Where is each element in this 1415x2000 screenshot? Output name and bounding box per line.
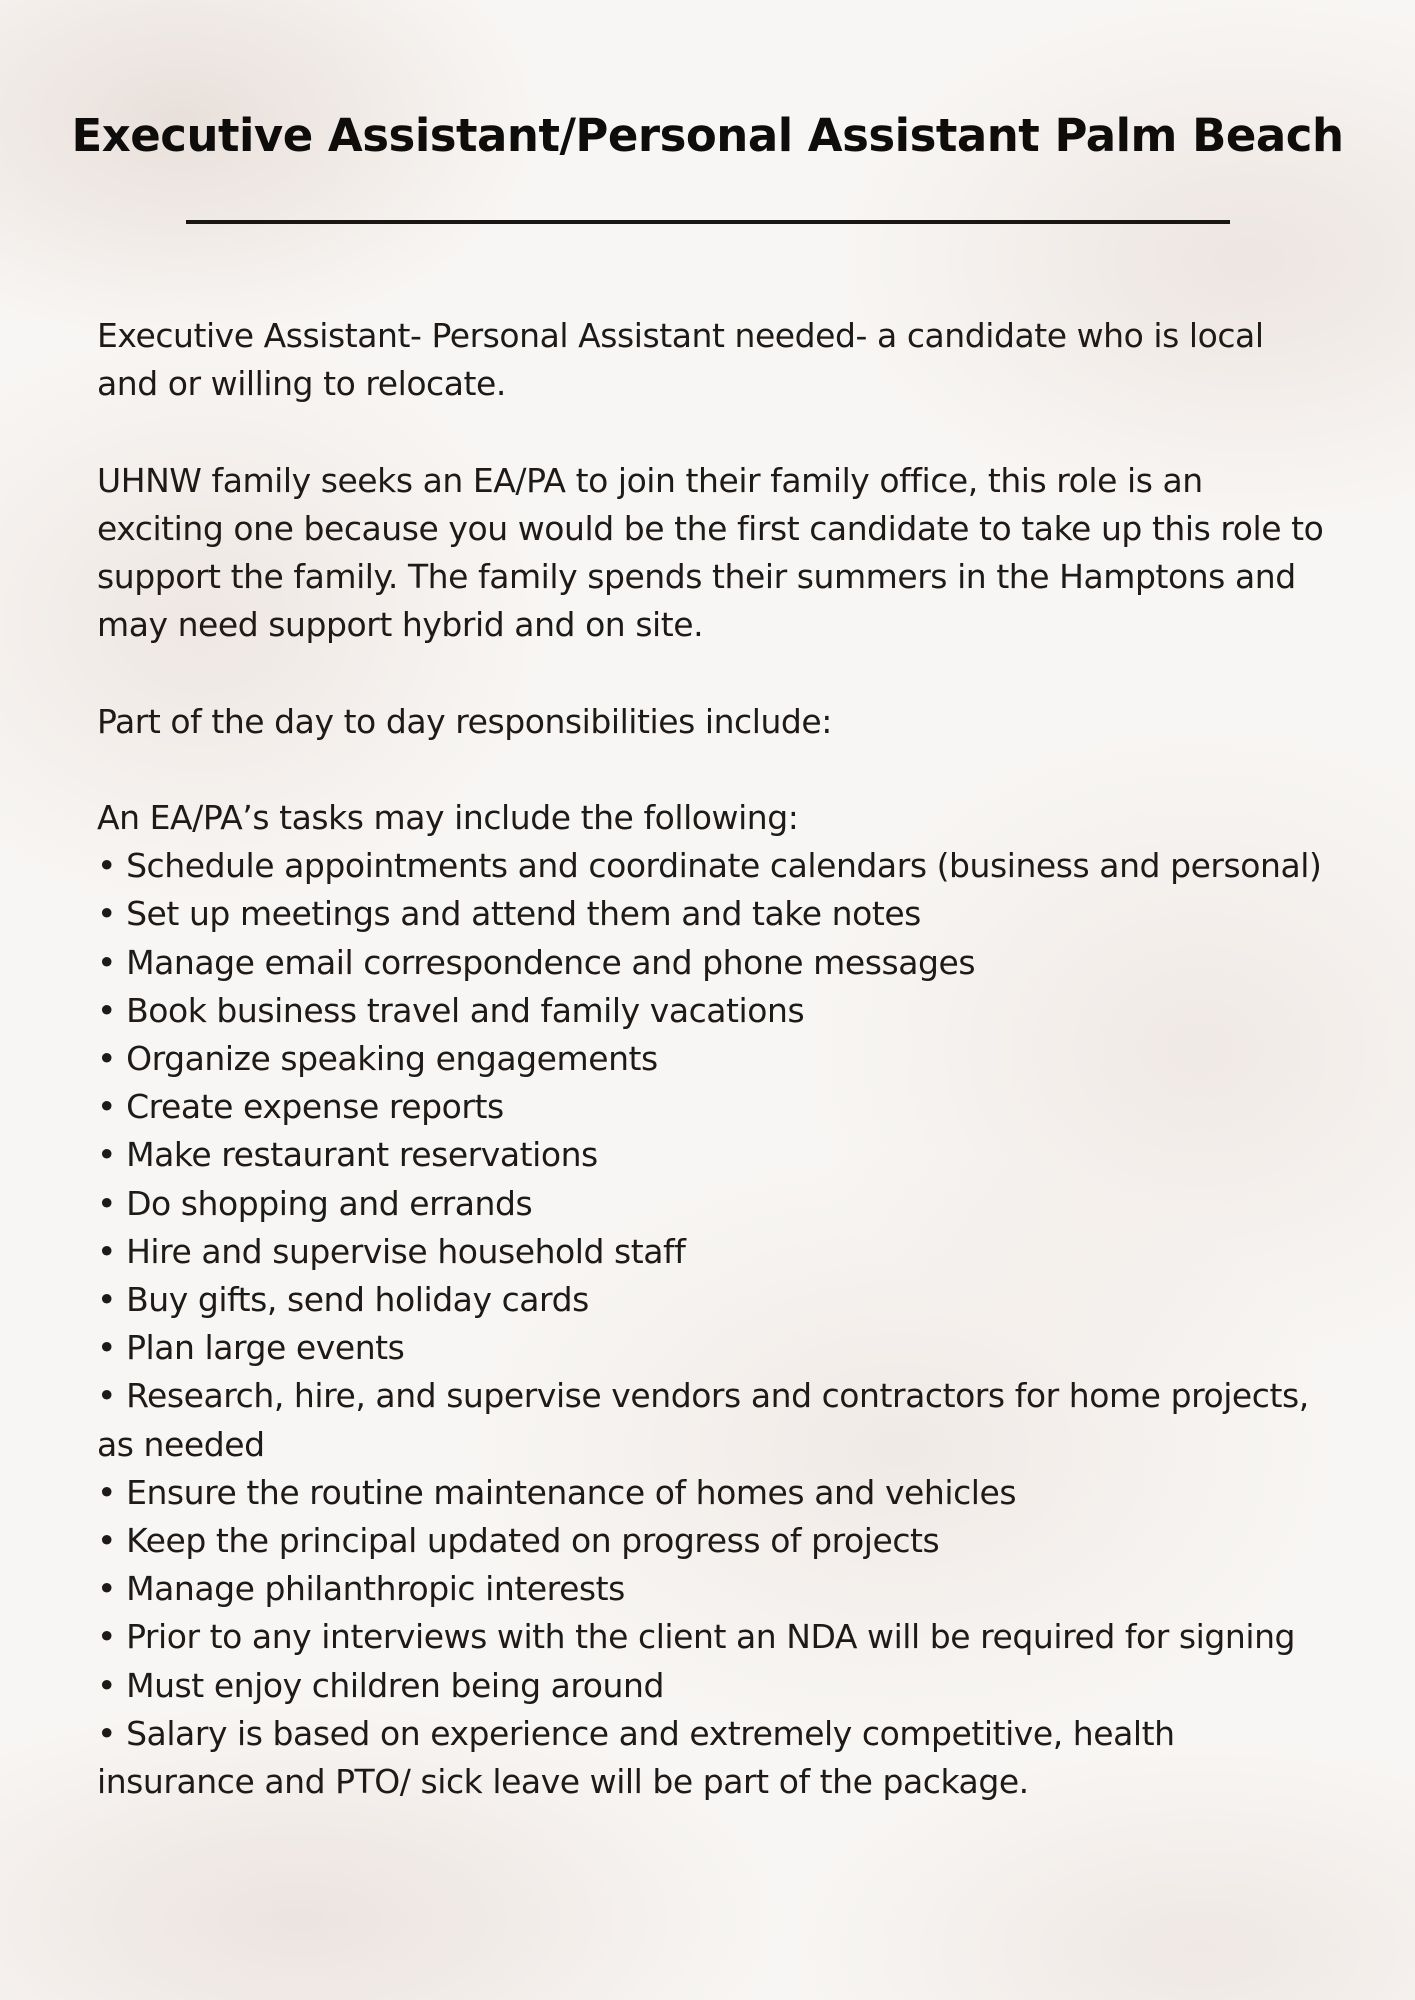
task-item: • Do shopping and errands xyxy=(97,1180,1327,1228)
description-paragraph: UHNW family seeks an EA/PA to join their family office, this role is an exciting one because you would be the first candidate to take up this role to support the family. The family spends their summers in the Hamptons and may need support hybrid and on site. xyxy=(97,460,1324,645)
task-item: • Prior to any interviews with the client an NDA will be required for signing xyxy=(97,1613,1327,1661)
title-underline xyxy=(186,220,1230,224)
task-item: • Organize speaking engagements xyxy=(97,1035,1327,1083)
task-item: • Set up meetings and attend them and take notes xyxy=(97,890,1327,938)
task-item: • Create expense reports xyxy=(97,1083,1327,1131)
task-item: • Book business travel and family vacations xyxy=(97,987,1327,1035)
task-item: • Buy gifts, send holiday cards xyxy=(97,1276,1327,1324)
page-title: Executive Assistant/Personal Assistant Palm Beach xyxy=(71,109,1344,162)
task-item: • Research, hire, and supervise vendors and contractors for home projects, as needed xyxy=(97,1372,1327,1468)
responsibilities-heading: Part of the day to day responsibilities include: xyxy=(97,701,832,741)
task-item: • Manage philanthropic interests xyxy=(97,1565,1327,1613)
task-item: • Ensure the routine maintenance of homes and vehicles xyxy=(97,1469,1327,1517)
job-description xyxy=(97,312,1327,1806)
task-item: • Manage email correspondence and phone messages xyxy=(97,939,1327,987)
task-item: • Keep the principal updated on progress of projects xyxy=(97,1517,1327,1565)
task-item: • Schedule appointments and coordinate calendars (business and personal) xyxy=(97,842,1327,890)
tasks-heading: An EA/PA’s tasks may include the following: xyxy=(97,797,799,837)
title-underline-tail xyxy=(1188,221,1230,224)
task-item: • Hire and supervise household staff xyxy=(97,1228,1327,1276)
intro-paragraph: Executive Assistant- Personal Assistant needed- a candidate who is local and or willing to relocate. xyxy=(97,316,1264,404)
task-item: • Plan large events xyxy=(97,1324,1327,1372)
task-item: • Must enjoy children being around xyxy=(97,1662,1327,1710)
task-item: • Make restaurant reservations xyxy=(97,1131,1327,1179)
task-list xyxy=(97,842,1327,1806)
task-item: • Salary is based on experience and extremely competitive, health insurance and PTO/ sick leave will be part of the package. xyxy=(97,1710,1327,1806)
